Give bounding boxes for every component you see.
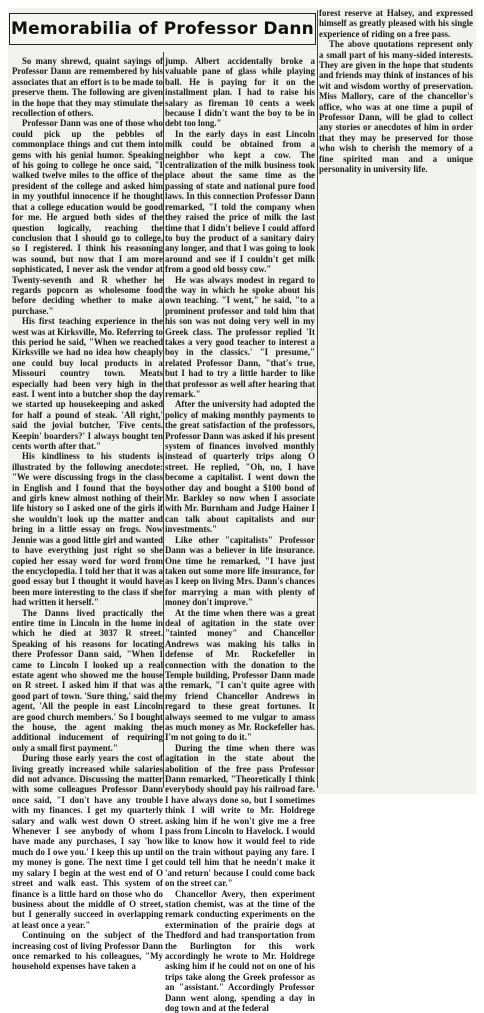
article-column-1 <box>12 56 163 794</box>
article-paragraph: During the time when there was agitation in the state about the abolition of the free pass Professor Dann remarked, "Theoretically I think everybody should pay his railroad fare. I have always done so, but I sometimes think I will write to Mr. Holdrege asking him if he won't give me a free pass from Lincoln to Havelock. I would like to know how it would feel to ride on the train without paying any fare. I could tell him that he needn't make it 'and return' because I could come back on the street car." <box>165 743 315 889</box>
article-paragraph: He was always modest in regard to the way in which he spoke about his own teaching. "I went," he said, "to a prominent professor and told him that his son was not doing very well in my Greek class. The professor replied 'It takes a very good teacher to interest a boy in the classics.' "I presume," related Professor Dann, "that's true, but I had to try a little harder to like that professor as well after hearing that remark." <box>165 275 315 400</box>
article-paragraph: Chancellor Avery, then experiment station chemist, was at the time of the remark conducting experiments on the extermination of the prairie dogs at Thedford and had transportation from the Burlington for this work accordingly he wrote to Mr. Holdrege asking him if he could not on one of his trips take along the Greek professor as an "assistant." Accordingly Professor Dann went along, spending a day in dog town and at the federal <box>165 889 315 1013</box>
article-paragraph: The above quotations represent only a small part of his many-sided interests. They are given in the hope that students and friends may think of instances of his wit and wisdom worthy of preservation. Miss Mallory, care of the chancellor's office, who was at one time a pupil of Professor Dann, will be glad to collect any stories or anecdotes of him in order that they may be preserved for those who wish to cherish the memory of a fine spirited man and a unique personality in university life. <box>319 39 473 174</box>
article-column-2 <box>165 56 315 794</box>
column-rule <box>317 10 318 788</box>
article-paragraph: Professor Dann was one of those who could pick up the pebbles of commonplace things and cut them into gems with his genial humor. Speaking of his going to college he once said, "I walked twelve miles to the office of the president of the college and asked him in my youthful innocence if he thought that a college education would be good for me. He argued both sides of the question logically, reaching the conclusion that I should go to college, so I registered. I think his reasoning was sound, but now that I am more sophisticated, I never ask the vendor at Twenty-seventh and R whether he regards popcorn as wholesome food before deciding whether to make a purchase." <box>12 118 163 316</box>
article-paragraph: In the early days in east Lincoln milk could be obtained from a neighbor who kept a cow. The centralization of the milk business took place about the same time as the passing of state and national pure food laws. In this connection Professor Dann remarked, "I told the company when they raised the price of milk the last time that I didn't believe I could afford to buy the product of a sanitary dairy any longer, and that I was going to look around and see if I couldn't get milk from a good old bossy cow." <box>165 129 315 275</box>
article-paragraph: His kindliness to his students is illustrated by the following anecdote: "We were discussing frogs in the class in English and I found that the boys and girls knew almost nothing of their life history so I asked one of the girls if she wouldn't look up the matter and bring in a little essay on frogs. Now Jennie was a good little girl and wanted to have everything just right so she copied her essay word for word from the encyclopedia. I told her that it was a good essay but I thought it would have been more interesting to the class if she had written it herself." <box>12 451 163 607</box>
article-paragraph: So many shrewd, quaint sayings of Professor Dann are remembered by his associates that an effort is to be made to preserve them. The following are given in the hope that they may stimulate the recollection of others. <box>12 56 163 118</box>
article-paragraph: Continuing on the subject of the increasing cost of living Professor Dann once remarked to his colleagues, "My household expenses have taken a <box>12 930 163 972</box>
article-column-3 <box>319 8 473 794</box>
article-paragraph: During those early years the cost of living greatly increased while salaries did not advance. Discussing the matter with some colleagues Professor Dann once said, "I don't have any trouble with my finances. I get my quarterly salary and walk west down O street. Whenever I see anybody of whom I have made any purchases, I say 'how much do I owe you.' I keep this up until my money is gone. The next time I get my salary I begin at the west end of O street and walk east. This system of finance is a little hard on those who do business about the middle of O street, but I generally succeed in overlapping at least once a year." <box>12 753 163 930</box>
article-paragraph: His first teaching experience in the west was at Kirksville, Mo. Referring to this period he said, "When we reached Kirksville we had no idea how cheaply one could buy local products in a Missouri country town. Meats especially had been very high in the east. I went into a butcher shop the day we started up housekeeping and asked for half a pound of steak. 'All right,' said the jovial butcher, 'Five cents. Keepin' boarders?' I always bought ten cents worth after that." <box>12 316 163 451</box>
article-paragraph: After the university had adopted the policy of making monthly payments to the great satisfaction of the professors, Professor Dann was asked if his present system of finances involved monthly instead of quarterly trips along O street. He replied, "Oh, no, I have become a capitalist. I went down the other day and bought a $100 bond of Mr. Barkley so now when I associate with Mr. Burnham and Judge Hainer I can talk about capitalists and our investments." <box>165 399 315 534</box>
headline: Memorabilia of Professor Dann <box>11 19 314 39</box>
article-paragraph: At the time when there was a great deal of agitation in the state over "tainted money" and Chancellor Andrews was making his talks in defense of Mr. Rockefeller in connection with the donation to the Temple building, Professor Dann made the remark, "I can't quite agree with my friend Chancellor Andrews in regard to these great fortunes. It always seemed to me vulgar to amass as much money as Mr. Rockefeller has. I'm not going to do it." <box>165 608 315 743</box>
article-paragraph: jump. Albert accidentally broke a valuable pane of glass while playing ball. He is paying for it on the installment plan. I had to raise his salary as fireman 10 cents a week because I didn't want the boy to be in debt too long." <box>165 56 315 129</box>
headline-box <box>9 13 316 45</box>
article-paragraph: forest reserve at Halsey, and expressed himself as greatly pleased with his single experience of riding on a free pass. <box>319 8 473 39</box>
article-paragraph: The Danns lived practically the entire time in Lincoln in the home in which he died at 3037 R street. Speaking of his reasons for locating there Professor Dann said, "When I came to Lincoln I looked up a real estate agent who showed me the house on R street. I asked him if that was a good part of town. 'Sure thing,' said the agent, 'All the people in east Lincoln are good church members.' So I bought the house, the agent making the additional inducement of requiring only a small first payment." <box>12 608 163 754</box>
newspaper-clipping <box>8 8 476 794</box>
article-paragraph: Like other "capitalists" Professor Dann was a believer in life insurance. One time he remarked, "I have just taken out some more life insurance, for as I keep on living Mrs. Dann's chances for marrying a man with plenty of money don't improve." <box>165 535 315 608</box>
